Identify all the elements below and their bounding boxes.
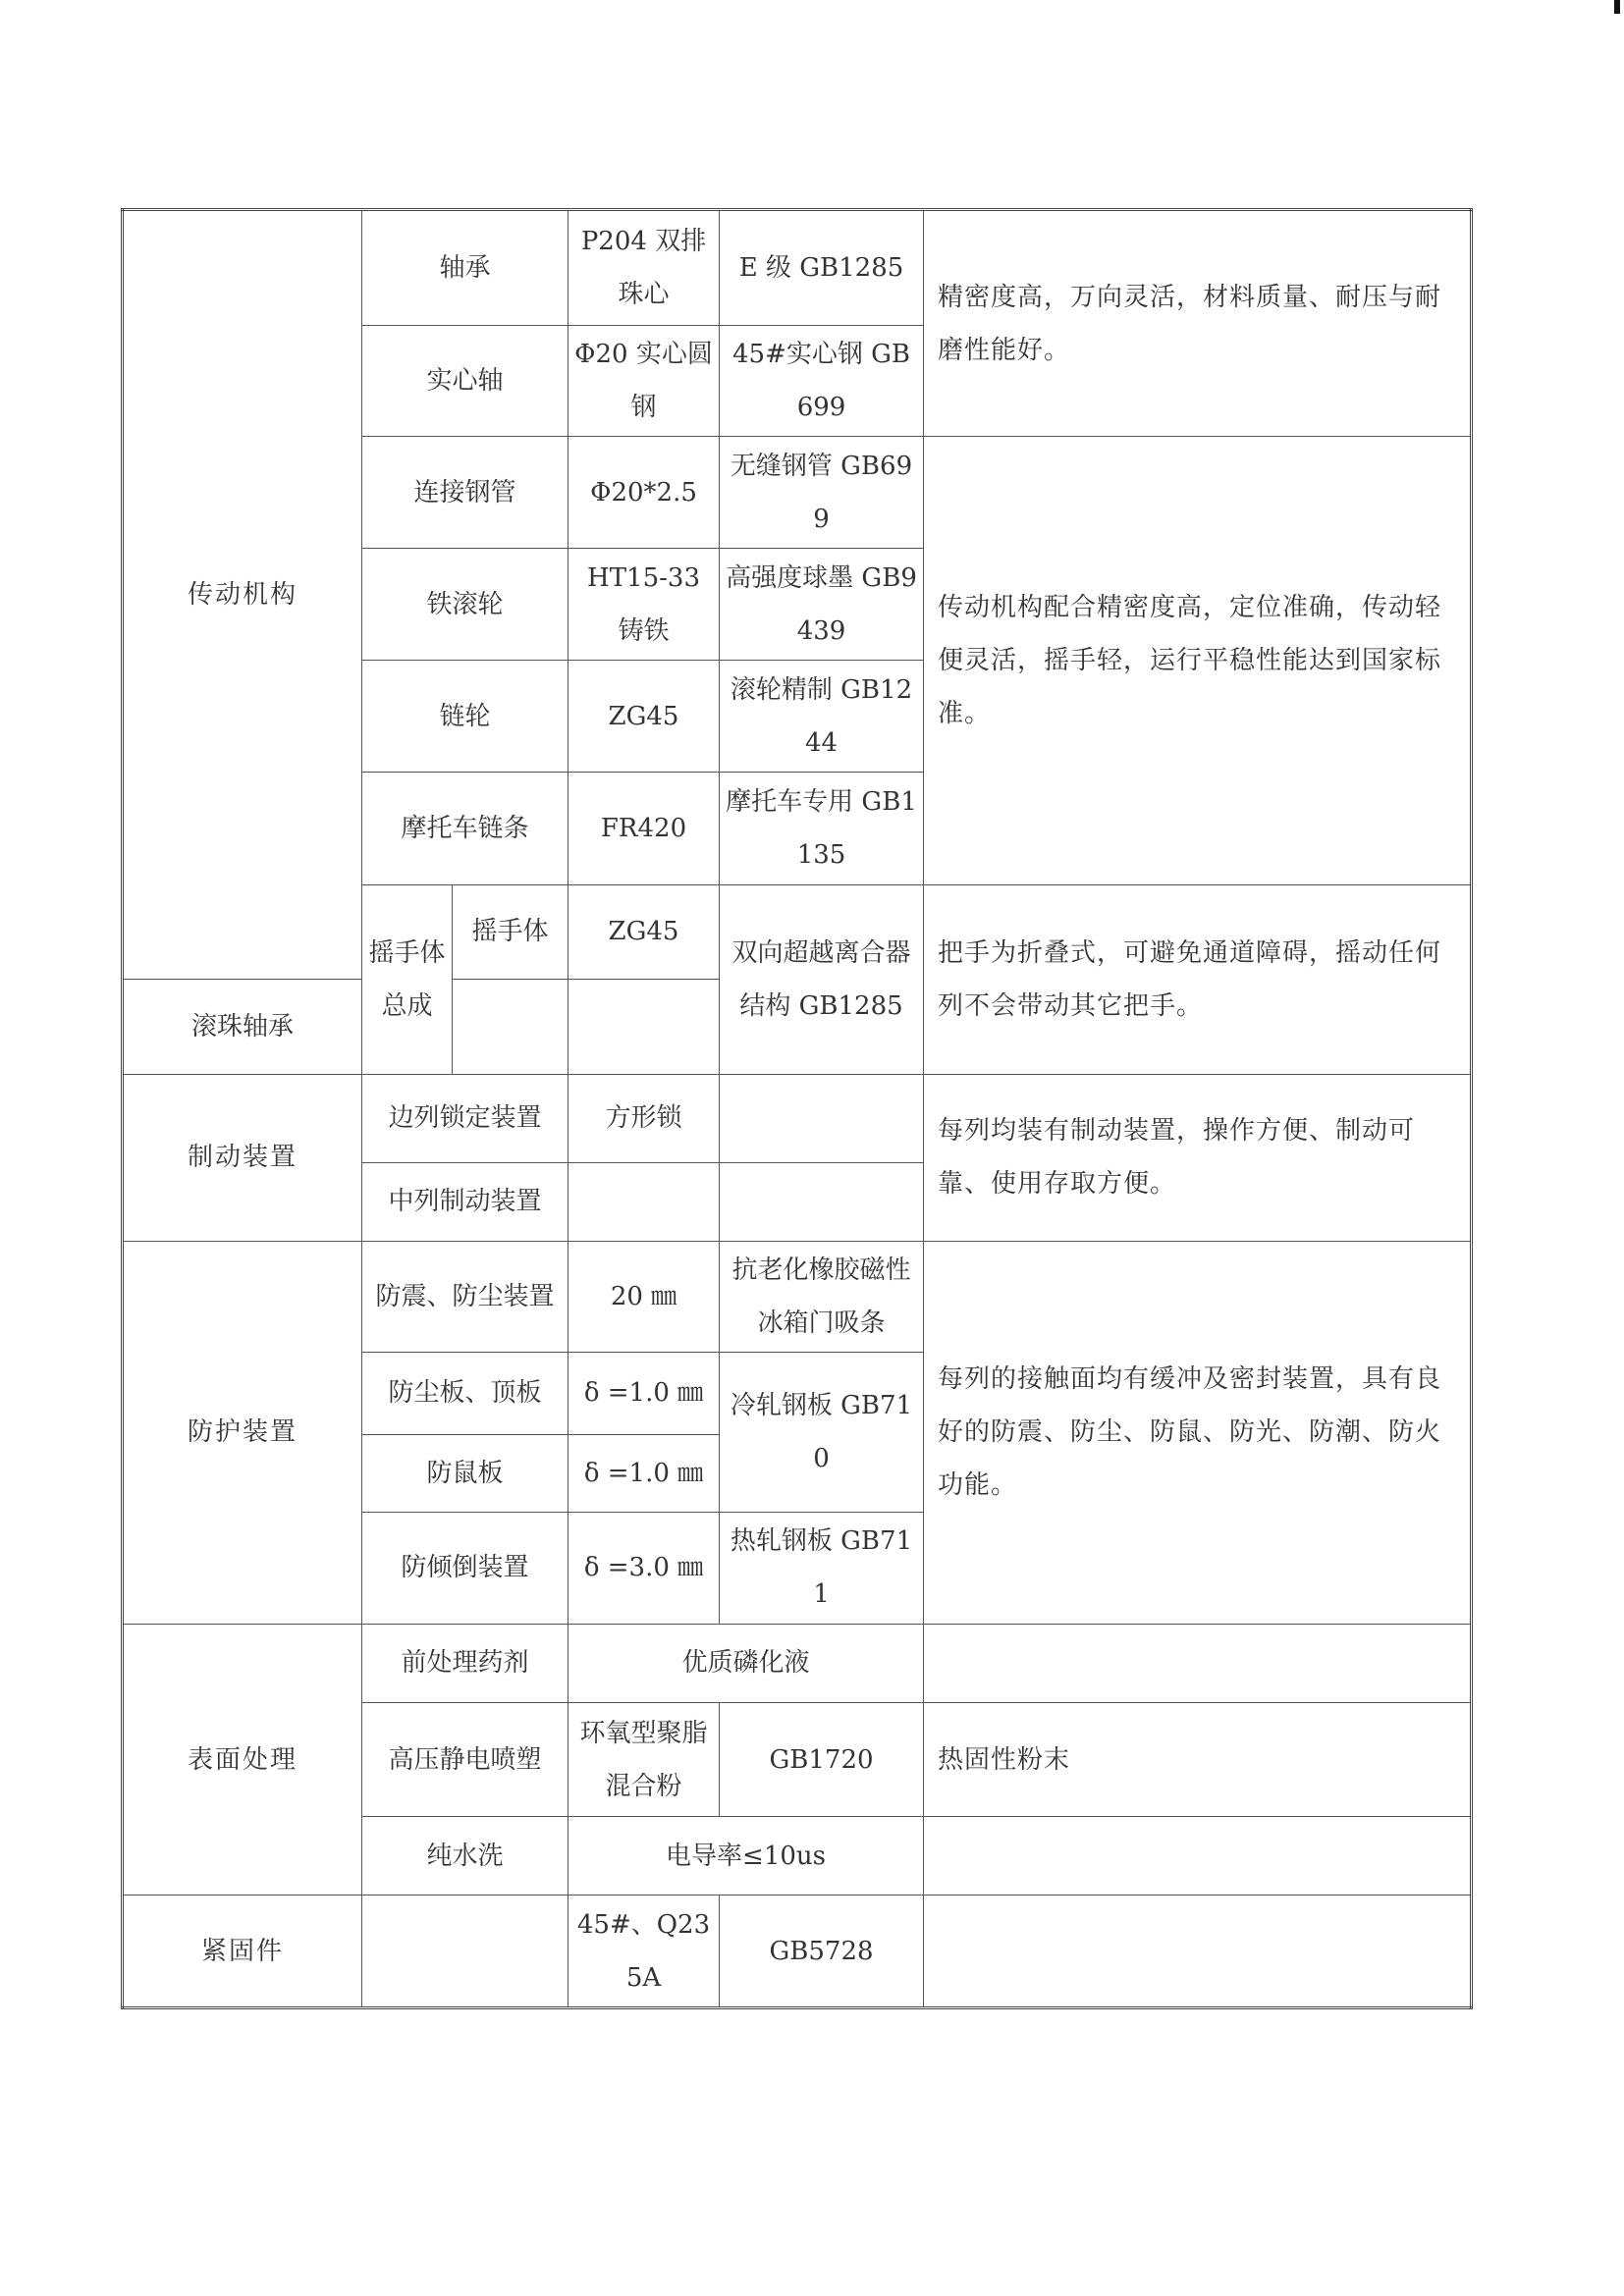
item-material-handle: 双向超越离合器结构 GB1285 <box>720 884 924 1074</box>
item-material-iron-roller: 高强度球墨 GB9439 <box>720 548 924 661</box>
item-name-connecting-pipe: 连接钢管 <box>362 437 568 549</box>
item-material-seal: 抗老化橡胶磁性冰箱门吸条 <box>720 1241 924 1353</box>
item-spec-solid-shaft: Φ20 实心圆钢 <box>568 325 720 437</box>
category-transmission: 传动机构 <box>123 210 362 980</box>
item-spec-chain: FR420 <box>568 773 720 885</box>
item-material-anti-tip: 热轧钢板 GB711 <box>720 1513 924 1625</box>
remark-bearing: 精密度高，万向灵活，材料质量、耐压与耐磨性能好。 <box>924 210 1472 437</box>
category-surface: 表面处理 <box>123 1624 362 1896</box>
remark-brake: 每列均装有制动装置，操作方便、制动可靠、使用存取方便。 <box>924 1074 1472 1241</box>
remark-rinse <box>924 1816 1472 1895</box>
item-spec-handle-body: ZG45 <box>568 884 720 980</box>
item-name-ball-bearing: 滚珠轴承 <box>123 980 362 1075</box>
item-spec-anti-tip: δ =3.0 ㎜ <box>568 1513 720 1625</box>
item-material-middle-brake <box>720 1163 924 1241</box>
item-name-middle-brake: 中列制动装置 <box>362 1163 568 1241</box>
remark-fastener <box>924 1896 1472 2008</box>
table-row <box>123 1074 1472 1162</box>
category-brake: 制动装置 <box>123 1074 362 1241</box>
item-spec-sprocket: ZG45 <box>568 661 720 773</box>
item-name-handle-assembly: 摇手体总成 <box>362 884 453 1074</box>
item-name-iron-roller: 铁滚轮 <box>362 548 568 661</box>
item-spec-pretreat: 优质磷化液 <box>568 1624 924 1702</box>
item-material-solid-shaft: 45#实心钢 GB699 <box>720 325 924 437</box>
item-spec-rat-plate: δ =1.0 ㎜ <box>568 1434 720 1512</box>
remark-handle: 把手为折叠式，可避免通道障碍，摇动任何列不会带动其它把手。 <box>924 884 1472 1074</box>
item-name-anti-tip: 防倾倒装置 <box>362 1513 568 1625</box>
item-name-sprocket: 链轮 <box>362 661 568 773</box>
item-material-bearing: E 级 GB1285 <box>720 210 924 326</box>
item-spec-side-lock: 方形锁 <box>568 1074 720 1162</box>
category-fastener: 紧固件 <box>123 1896 362 2008</box>
item-spec-connecting-pipe: Φ20*2.5 <box>568 437 720 549</box>
item-spec-iron-roller: HT15-33 铸铁 <box>568 548 720 661</box>
item-material-fastener: GB5728 <box>720 1896 924 2008</box>
item-spec-spray: 环氧型聚脂混合粉 <box>568 1703 720 1817</box>
item-material-chain: 摩托车专用 GB1135 <box>720 773 924 885</box>
item-spec-seal: 20 ㎜ <box>568 1241 720 1353</box>
item-spec-rinse: 电导率≤10us <box>568 1816 924 1895</box>
item-name-solid-shaft: 实心轴 <box>362 325 568 437</box>
item-material-connecting-pipe: 无缝钢管 GB699 <box>720 437 924 549</box>
item-name-bearing: 轴承 <box>362 210 568 326</box>
item-spec-middle-brake <box>568 1163 720 1241</box>
spec-table <box>121 208 1473 2009</box>
item-name-chain: 摩托车链条 <box>362 773 568 885</box>
table-row <box>123 1624 1472 1702</box>
item-spec-bearing: P204 双排珠心 <box>568 210 720 326</box>
category-protection: 防护装置 <box>123 1241 362 1624</box>
item-spec-ball-bearing <box>453 980 568 1075</box>
item-name-handle-body: 摇手体 <box>453 884 568 980</box>
item-material-side-lock <box>720 1074 924 1162</box>
item-spec-fastener: 45#、Q235A <box>568 1896 720 2008</box>
item-name-fastener <box>362 1896 568 2008</box>
remark-drive: 传动机构配合精密度高，定位准确，传动轻便灵活，摇手轻，运行平稳性能达到国家标准。 <box>924 437 1472 884</box>
item-name-pretreat: 前处理药剂 <box>362 1624 568 1702</box>
item-material-cold-steel: 冷轧钢板 GB710 <box>720 1353 924 1513</box>
item-spec-dust-plate: δ =1.0 ㎜ <box>568 1353 720 1434</box>
item-name-rat-plate: 防鼠板 <box>362 1434 568 1512</box>
table-row <box>123 210 1472 326</box>
remark-spray: 热固性粉末 <box>924 1703 1472 1817</box>
item-material-sprocket: 滚轮精制 GB1244 <box>720 661 924 773</box>
item-name-dust-plate: 防尘板、顶板 <box>362 1353 568 1434</box>
item-name-spray: 高压静电喷塑 <box>362 1703 568 1817</box>
item-name-side-lock: 边列锁定装置 <box>362 1074 568 1162</box>
table-row <box>123 1241 1472 1353</box>
table-row <box>123 1896 1472 2008</box>
item-material-spray: GB1720 <box>720 1703 924 1817</box>
remark-pretreat <box>924 1624 1472 1702</box>
scan-edge-mark <box>1614 0 1620 14</box>
item-name-seal: 防震、防尘装置 <box>362 1241 568 1353</box>
item-name-rinse: 纯水洗 <box>362 1816 568 1895</box>
remark-protection: 每列的接触面均有缓冲及密封装置，具有良好的防震、防尘、防鼠、防光、防潮、防火功能。 <box>924 1241 1472 1624</box>
